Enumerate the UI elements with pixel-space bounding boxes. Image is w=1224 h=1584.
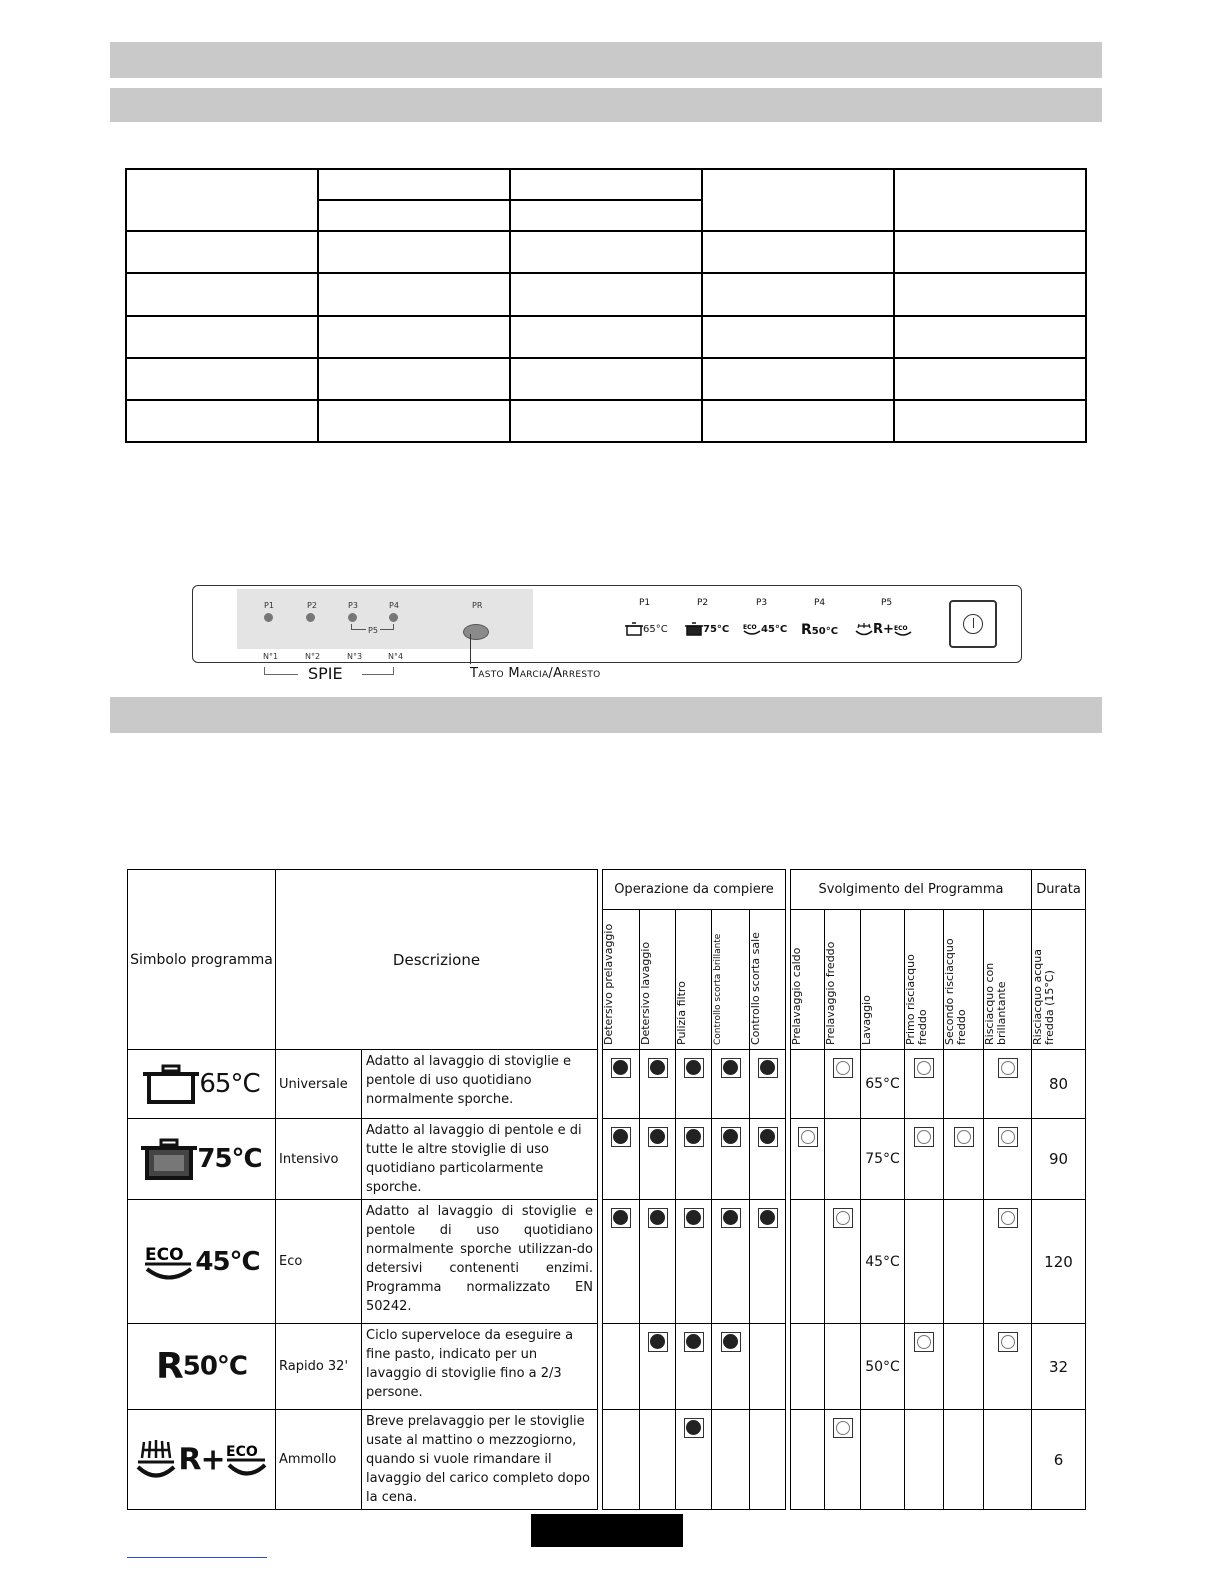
mark-cell bbox=[676, 1119, 712, 1200]
soak-icon bbox=[134, 1440, 178, 1480]
mark-cell bbox=[905, 1119, 944, 1200]
spie-label: SPIE bbox=[308, 664, 343, 683]
header-lavaggio: Lavaggio bbox=[861, 910, 905, 1050]
grid-cell bbox=[510, 231, 702, 273]
mark-cell bbox=[984, 1324, 1032, 1410]
grid-cell bbox=[702, 400, 894, 442]
section-subheader-band bbox=[110, 88, 1102, 122]
header-description: Descrizione bbox=[276, 870, 598, 1050]
mark-cell bbox=[603, 1200, 640, 1324]
grid-cell bbox=[510, 400, 702, 442]
mark-cell bbox=[640, 1200, 676, 1324]
eco-icon bbox=[894, 624, 912, 636]
grid-cell bbox=[894, 231, 1086, 273]
wash-temperature: 50°C bbox=[861, 1324, 905, 1410]
pr-label: PR bbox=[472, 601, 483, 610]
p5-bracket-label: P5 bbox=[368, 626, 378, 635]
empty-dot-icon bbox=[998, 1127, 1018, 1147]
table-row bbox=[128, 1324, 1086, 1410]
header-op-controllo-sale: Controllo scorta sale bbox=[750, 910, 786, 1050]
wash-temperature bbox=[861, 1410, 905, 1510]
program-description: Adatto al lavaggio di pentole e di tutte le altre stoviglie di uso quotidiano particolarmente sporche. bbox=[362, 1119, 598, 1200]
mark-cell bbox=[603, 1119, 640, 1200]
mark-cell bbox=[944, 1119, 984, 1200]
filled-dot-icon bbox=[648, 1208, 668, 1228]
mark-cell bbox=[825, 1324, 861, 1410]
program-symbol: R50°C bbox=[128, 1324, 276, 1410]
header-progress: Svolgimento del Programma bbox=[791, 870, 1032, 910]
filled-dot-icon bbox=[721, 1332, 741, 1352]
svg-text:ECO: ECO bbox=[893, 625, 908, 632]
program-name: Intensivo bbox=[276, 1119, 362, 1200]
indicator-area bbox=[237, 589, 533, 649]
mark-cell bbox=[984, 1119, 1032, 1200]
power-button[interactable] bbox=[949, 600, 997, 648]
mark-cell bbox=[712, 1410, 750, 1510]
filled-dot-icon bbox=[684, 1058, 704, 1078]
section-header-band-2 bbox=[110, 697, 1102, 733]
header-op-detersivo-lavaggio: Detersivo lavaggio bbox=[640, 910, 676, 1050]
grid-cell bbox=[702, 169, 894, 231]
empty-dot-icon bbox=[833, 1058, 853, 1078]
filled-dot-icon bbox=[758, 1208, 778, 1228]
empty-dot-icon bbox=[914, 1058, 934, 1078]
program-duration: 120 bbox=[1032, 1200, 1086, 1324]
led-number-3: N°3 bbox=[347, 652, 363, 661]
grid-cell bbox=[510, 200, 702, 231]
grid-cell bbox=[126, 316, 318, 358]
filled-dot-icon bbox=[648, 1332, 668, 1352]
grid-cell bbox=[894, 358, 1086, 400]
wash-temperature: 45°C bbox=[861, 1200, 905, 1324]
program-description: Ciclo superveloce da eseguire a fine pasto, indicato per un lavaggio di stoviglie fino a 2/3 persone. bbox=[362, 1324, 598, 1410]
mark-cell bbox=[905, 1050, 944, 1119]
mark-cell bbox=[640, 1050, 676, 1119]
filled-dot-icon bbox=[684, 1418, 704, 1438]
filled-dot-icon bbox=[758, 1127, 778, 1147]
start-stop-button[interactable] bbox=[463, 624, 489, 640]
program-label-p1: P1 bbox=[639, 598, 651, 608]
grid-cell bbox=[510, 273, 702, 316]
grid-cell bbox=[894, 273, 1086, 316]
filled-dot-icon bbox=[648, 1058, 668, 1078]
mark-cell bbox=[712, 1050, 750, 1119]
empty-dot-icon bbox=[833, 1418, 853, 1438]
empty-grid-table bbox=[125, 168, 1087, 443]
program-label-p4: P4 bbox=[814, 598, 826, 608]
led-1 bbox=[264, 613, 273, 622]
mark-cell bbox=[712, 1200, 750, 1324]
table-row bbox=[128, 1119, 1086, 1200]
grid-cell bbox=[318, 358, 510, 400]
rapid-r-icon: R bbox=[156, 1346, 183, 1387]
program-mini-p4: R50°C bbox=[801, 622, 839, 638]
grid-cell bbox=[318, 231, 510, 273]
program-duration: 90 bbox=[1032, 1119, 1086, 1200]
empty-dot-icon bbox=[914, 1332, 934, 1352]
mark-cell bbox=[750, 1410, 786, 1510]
program-description: Adatto al lavaggio di stoviglie e pentole di uso quotidiano normalmente sporche. bbox=[362, 1050, 598, 1119]
empty-dot-icon bbox=[998, 1208, 1018, 1228]
program-symbol: ECO 45°C bbox=[128, 1200, 276, 1324]
header-risciacquo-brillantante: Risciacquo con brillantante bbox=[984, 910, 1032, 1050]
grid-cell bbox=[126, 400, 318, 442]
program-duration: 80 bbox=[1032, 1050, 1086, 1119]
mark-cell bbox=[944, 1410, 984, 1510]
led-3 bbox=[348, 613, 357, 622]
program-name: Eco bbox=[276, 1200, 362, 1324]
mark-cell bbox=[603, 1324, 640, 1410]
filled-dot-icon bbox=[684, 1332, 704, 1352]
grid-cell bbox=[510, 316, 702, 358]
rapid-r-icon: R bbox=[801, 622, 812, 638]
program-symbol: 75°C bbox=[128, 1119, 276, 1200]
grid-cell bbox=[318, 200, 510, 231]
wash-temperature: 65°C bbox=[861, 1050, 905, 1119]
grid-cell bbox=[702, 316, 894, 358]
header-op-detersivo-prelavaggio: Detersivo prelavaggio bbox=[603, 910, 640, 1050]
mark-cell bbox=[676, 1324, 712, 1410]
mark-cell bbox=[750, 1200, 786, 1324]
grid-cell bbox=[510, 169, 702, 200]
filled-dot-icon bbox=[721, 1058, 741, 1078]
eco-icon bbox=[143, 1242, 195, 1282]
header-symbol: Simbolo programma bbox=[128, 870, 276, 1050]
wash-temperature: 75°C bbox=[861, 1119, 905, 1200]
mark-cell bbox=[905, 1324, 944, 1410]
pot-icon bbox=[143, 1064, 199, 1104]
filled-dot-icon bbox=[611, 1127, 631, 1147]
grid-cell bbox=[318, 316, 510, 358]
mark-cell bbox=[984, 1200, 1032, 1324]
program-mini-p5: R+ ECO bbox=[855, 622, 912, 637]
program-label-p3: P3 bbox=[756, 598, 768, 608]
soak-icon bbox=[855, 623, 873, 637]
mark-cell bbox=[791, 1050, 825, 1119]
mark-cell bbox=[791, 1119, 825, 1200]
mark-cell bbox=[944, 1050, 984, 1119]
mark-cell bbox=[712, 1119, 750, 1200]
header-primo-risciacquo: Primo risciacquo freddo bbox=[905, 910, 944, 1050]
mark-cell bbox=[676, 1050, 712, 1119]
filled-dot-icon bbox=[721, 1127, 741, 1147]
mark-cell bbox=[640, 1119, 676, 1200]
eco-icon bbox=[743, 623, 761, 635]
led-label-p3: P3 bbox=[348, 601, 358, 610]
empty-dot-icon bbox=[954, 1127, 974, 1147]
led-2 bbox=[306, 613, 315, 622]
filled-dot-icon bbox=[611, 1058, 631, 1078]
grid-cell bbox=[894, 316, 1086, 358]
mark-cell bbox=[712, 1324, 750, 1410]
mark-cell bbox=[984, 1050, 1032, 1119]
power-icon bbox=[963, 614, 983, 634]
mark-cell bbox=[603, 1410, 640, 1510]
program-description: Adatto al lavaggio di stoviglie e pentole di uso quotidiano normalmente sporche utilizzan-do detersivi contenenti enzimi. Programma normalizzato EN 50242. bbox=[362, 1200, 598, 1324]
tasto-label: Tasto Marcia/Arresto bbox=[470, 666, 601, 681]
mark-cell bbox=[750, 1324, 786, 1410]
program-mini-p1: 65°C bbox=[625, 622, 668, 636]
mark-cell bbox=[825, 1119, 861, 1200]
footer-rule bbox=[127, 1557, 267, 1558]
program-symbol: 65°C bbox=[128, 1050, 276, 1119]
header-op-controllo-brillante: Controllo scorta brillante bbox=[712, 910, 750, 1050]
empty-dot-icon bbox=[998, 1058, 1018, 1078]
tasto-pointer-line bbox=[470, 634, 471, 664]
grid-cell bbox=[894, 169, 1086, 231]
filled-dot-icon bbox=[684, 1127, 704, 1147]
svg-text:ECO: ECO bbox=[743, 624, 757, 631]
grid-cell bbox=[702, 358, 894, 400]
empty-dot-icon bbox=[798, 1127, 818, 1147]
mark-cell bbox=[791, 1324, 825, 1410]
header-duration: Durata bbox=[1032, 870, 1086, 910]
led-label-p1: P1 bbox=[264, 601, 274, 610]
program-symbol: R+ ECO bbox=[128, 1410, 276, 1510]
grid-cell bbox=[318, 273, 510, 316]
eco-icon bbox=[225, 1440, 269, 1480]
grid-cell bbox=[126, 273, 318, 316]
grid-cell bbox=[318, 169, 510, 200]
pot-intensive-icon bbox=[685, 622, 703, 636]
filled-dot-icon bbox=[721, 1208, 741, 1228]
program-name: Ammollo bbox=[276, 1410, 362, 1510]
filled-dot-icon bbox=[611, 1208, 631, 1228]
grid-cell bbox=[702, 273, 894, 316]
mark-cell bbox=[676, 1200, 712, 1324]
led-label-p4: P4 bbox=[389, 601, 399, 610]
table-row bbox=[128, 1050, 1086, 1119]
program-description: Breve prelavaggio per le stoviglie usate al mattino o mezzogiorno, quando si vuole rimandare il lavaggio del carico completo dopo la cena. bbox=[362, 1410, 598, 1510]
mark-cell bbox=[676, 1410, 712, 1510]
mark-cell bbox=[825, 1410, 861, 1510]
led-4 bbox=[389, 613, 398, 622]
grid-cell bbox=[702, 231, 894, 273]
program-table bbox=[127, 869, 1086, 1510]
program-name: Rapido 32' bbox=[276, 1324, 362, 1410]
grid-cell bbox=[894, 400, 1086, 442]
mark-cell bbox=[791, 1410, 825, 1510]
header-prelavaggio-caldo: Prelavaggio caldo bbox=[791, 910, 825, 1050]
mark-cell bbox=[791, 1200, 825, 1324]
pot-icon bbox=[625, 622, 643, 636]
led-label-p2: P2 bbox=[307, 601, 317, 610]
pot-intensive-icon bbox=[141, 1138, 197, 1180]
program-mini-p2: 75°C bbox=[685, 622, 729, 636]
empty-dot-icon bbox=[833, 1208, 853, 1228]
grid-cell bbox=[318, 400, 510, 442]
program-label-p5: P5 bbox=[881, 598, 893, 608]
led-number-2: N°2 bbox=[305, 652, 321, 661]
led-number-4: N°4 bbox=[388, 652, 404, 661]
svg-text:ECO: ECO bbox=[225, 1443, 258, 1460]
grid-cell bbox=[126, 231, 318, 273]
header-secondo-risciacquo: Secondo risciacquo freddo bbox=[944, 910, 984, 1050]
table-row bbox=[128, 1200, 1086, 1324]
page-number-tab bbox=[531, 1514, 683, 1547]
mark-cell bbox=[750, 1050, 786, 1119]
control-panel bbox=[192, 585, 1022, 663]
svg-text:ECO: ECO bbox=[145, 1244, 184, 1265]
section-header-band bbox=[110, 42, 1102, 78]
grid-cell bbox=[510, 358, 702, 400]
filled-dot-icon bbox=[684, 1208, 704, 1228]
mark-cell bbox=[825, 1050, 861, 1119]
led-number-1: N°1 bbox=[263, 652, 279, 661]
header-operations: Operazione da compiere bbox=[603, 870, 786, 910]
table-row bbox=[128, 1410, 1086, 1510]
header-prelavaggio-freddo: Prelavaggio freddo bbox=[825, 910, 861, 1050]
empty-dot-icon bbox=[998, 1332, 1018, 1352]
program-name: Universale bbox=[276, 1050, 362, 1119]
filled-dot-icon bbox=[648, 1127, 668, 1147]
mark-cell bbox=[750, 1119, 786, 1200]
program-mini-p3: ECO 45°C bbox=[743, 624, 788, 635]
mark-cell bbox=[905, 1410, 944, 1510]
mark-cell bbox=[640, 1324, 676, 1410]
header-duration-cold-rinse: Risciacquo acqua fredda (15°C) bbox=[1032, 910, 1086, 1050]
program-duration: 6 bbox=[1032, 1410, 1086, 1510]
header-op-pulizia-filtro: Pulizia filtro bbox=[676, 910, 712, 1050]
mark-cell bbox=[825, 1200, 861, 1324]
grid-cell bbox=[126, 169, 318, 231]
mark-cell bbox=[944, 1324, 984, 1410]
empty-dot-icon bbox=[914, 1127, 934, 1147]
mark-cell bbox=[905, 1200, 944, 1324]
mark-cell bbox=[603, 1050, 640, 1119]
mark-cell bbox=[984, 1410, 1032, 1510]
grid-cell bbox=[126, 358, 318, 400]
program-label-p2: P2 bbox=[697, 598, 709, 608]
program-duration: 32 bbox=[1032, 1324, 1086, 1410]
filled-dot-icon bbox=[758, 1058, 778, 1078]
mark-cell bbox=[944, 1200, 984, 1324]
mark-cell bbox=[640, 1410, 676, 1510]
